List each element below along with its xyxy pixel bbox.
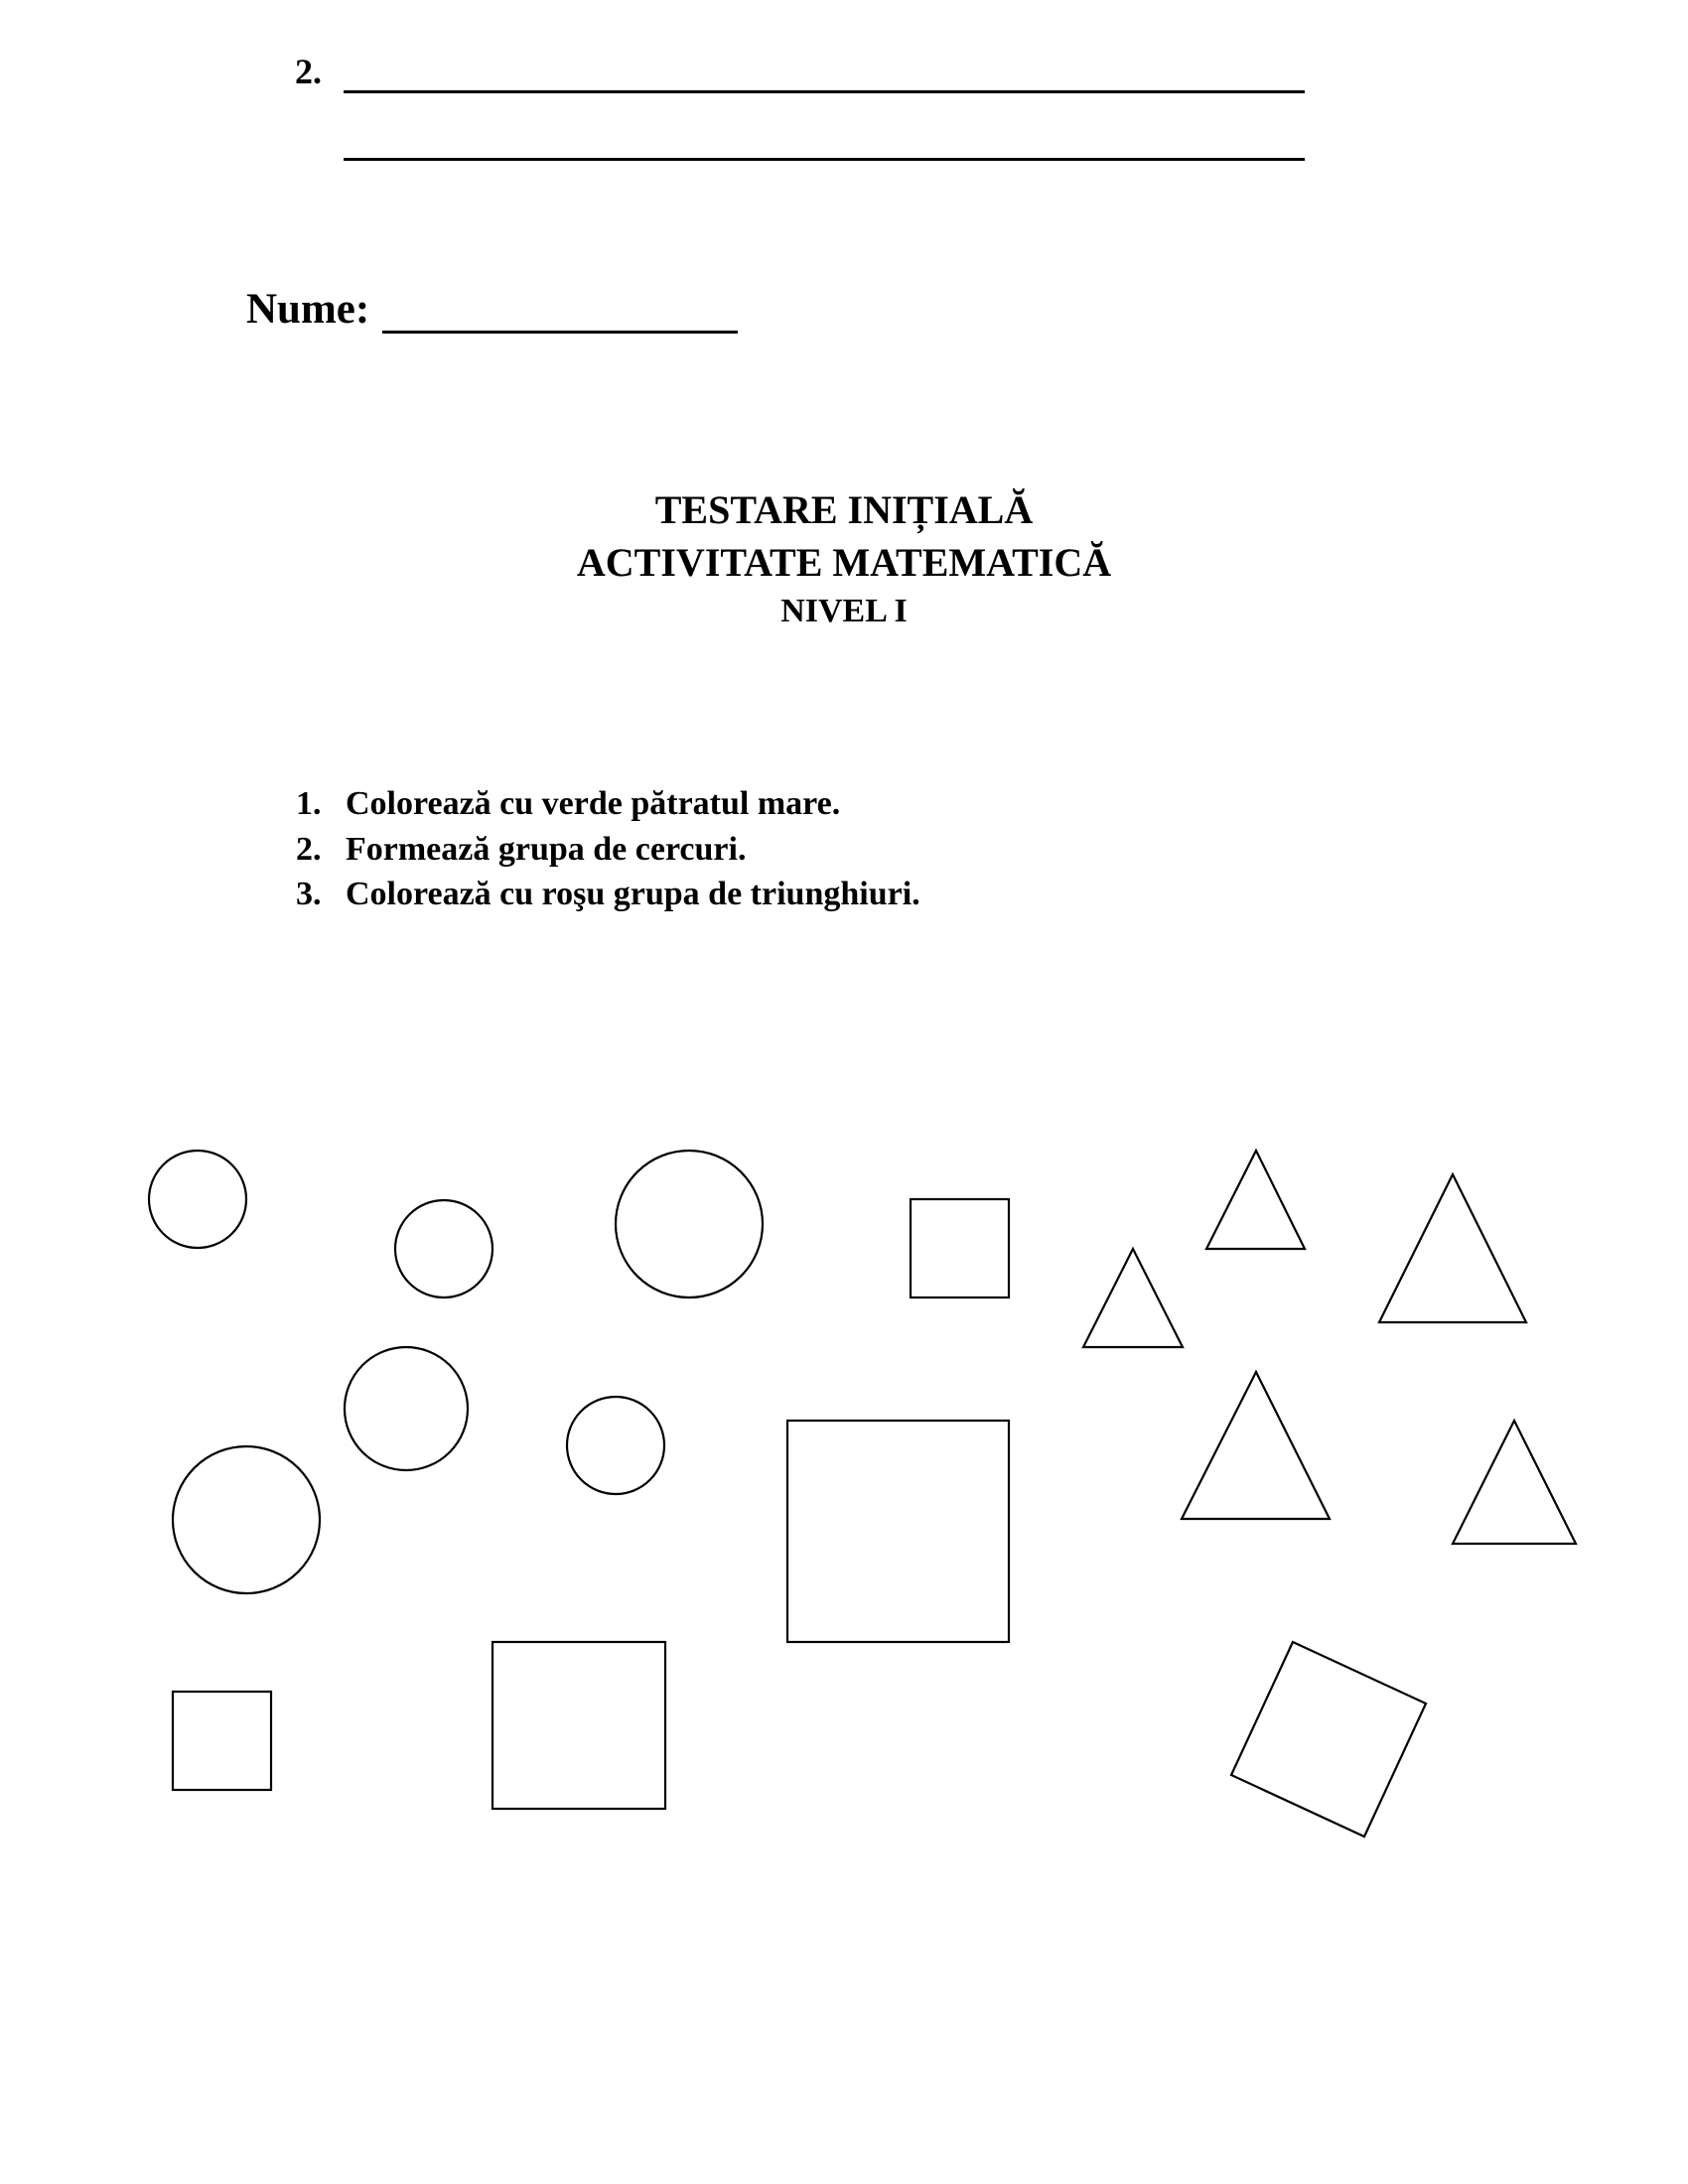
big-square-shape[interactable] — [787, 1421, 1009, 1642]
square-shape[interactable] — [173, 1692, 271, 1790]
instruction-text: Colorează cu verde pătratul mare. — [346, 785, 841, 822]
instruction-number: 1. — [296, 785, 322, 822]
triangle-shape[interactable] — [1182, 1372, 1330, 1519]
top-item-number: 2. — [295, 52, 322, 91]
circle-shape[interactable] — [616, 1151, 763, 1297]
title-line-1: TESTARE INIȚIALĂ — [654, 487, 1034, 532]
instruction-number: 3. — [296, 876, 322, 912]
square-shape[interactable] — [911, 1199, 1009, 1297]
circle-shape[interactable] — [173, 1446, 320, 1593]
circle-shape[interactable] — [395, 1200, 492, 1297]
circle-shape[interactable] — [345, 1347, 468, 1470]
rotated-square-shape[interactable] — [1231, 1642, 1426, 1837]
instruction-text: Formează grupa de cercuri. — [346, 831, 747, 868]
triangle-shape[interactable] — [1453, 1421, 1576, 1544]
instruction-number: 2. — [296, 831, 322, 868]
circle-shape[interactable] — [567, 1397, 664, 1494]
title-line-3: NIVEL I — [780, 593, 908, 629]
triangle-shape[interactable] — [1379, 1174, 1526, 1322]
square-shape[interactable] — [492, 1642, 665, 1809]
triangle-shape[interactable] — [1083, 1249, 1183, 1347]
triangle-shape[interactable] — [1206, 1151, 1305, 1249]
instruction-text: Colorează cu roşu grupa de triunghiuri. — [346, 876, 920, 912]
name-label: Nume: — [246, 286, 370, 333]
circle-shape[interactable] — [149, 1151, 246, 1248]
title-line-2: ACTIVITATE MATEMATICĂ — [576, 540, 1112, 585]
